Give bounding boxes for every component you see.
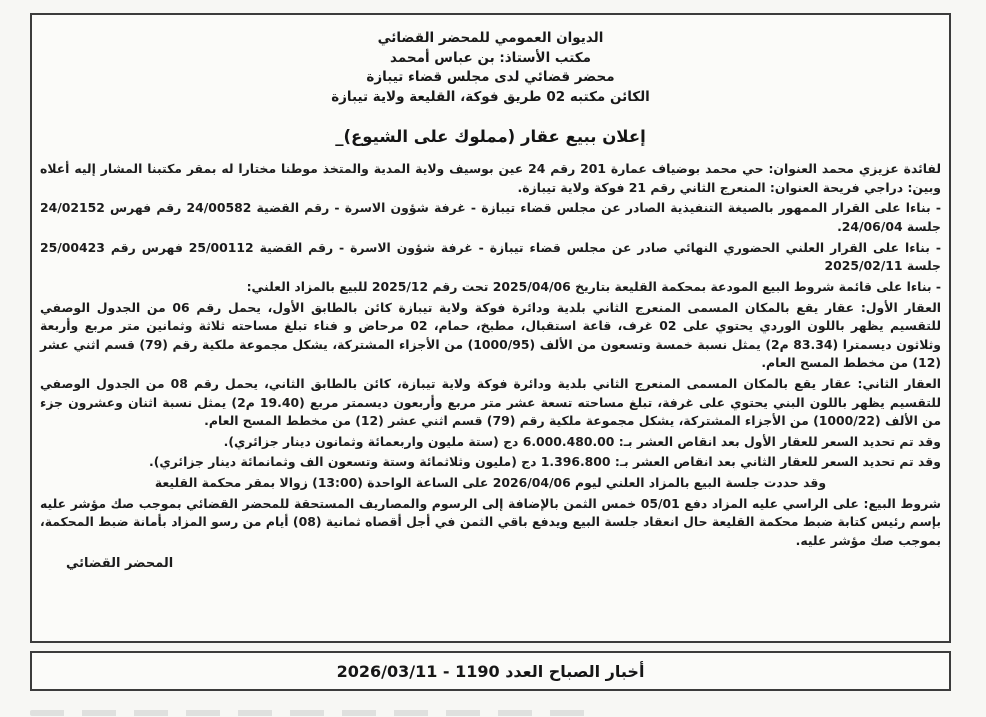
sale-conditions-paragraph: شروط البيع: على الراسي عليه المزاد دفع 05/01 خمس الثمن بالإضافة إلى الرسوم والمصاريف المستحقة للمحضر القضائي بموجب صك مؤشر عليه بإسم رئيس كتابة ضبط محكمة القليعة حال انعقاد جلسة البيع ويدفع باقي الثمن في أجل أقصاه ثمانية (08) أيام من رسو المزاد بأمانة ضبط المحكمة، بموجب صك مؤشر عليه. <box>40 495 942 548</box>
property-two-price: وقد تم تحديد السعر للعقار الثاني بعد انقاص العشر بـ: 1.396.800 دج (مليون وثلاثمائة وستة وتسعون الف وثمانمائة دينار جزائري). <box>149 454 941 470</box>
announcement-box <box>30 13 951 643</box>
notary-address: الكائن مكتبه 02 طريق فوكة، القليعة ولاية تيبازة <box>331 88 650 105</box>
notary-name: مكتب الأستاذ: بن عباس أمحمد <box>390 49 591 66</box>
property-one-price: وقد تم تحديد السعر للعقار الأول بعد انقاص العشر بـ: 6.000.480.00 دج (ستة مليون واربعمائة وثمانون دينار جزائري). <box>223 433 941 449</box>
newspaper-footer-box <box>30 651 951 691</box>
scan-artifact-strip <box>30 710 590 716</box>
newspaper-issue-line: أخبار الصباح العدد 1190 - 2026/03/11 <box>336 661 645 681</box>
notary-header <box>40 29 941 107</box>
notary-office-name: الديوان العمومي للمحضر القضائي <box>377 30 604 46</box>
decision-bullet-executive: - بناءا على القرار الممهور بالصيغة التنفيذية الصادر عن مجلس قضاء تيبازة - غرفة شؤون الاسرة - رقم القضية 24/00582 رقم فهرس 24/02152 جلسة 24/06/04. <box>40 200 941 235</box>
property-one-description: العقار الأول: عقار يقع بالمكان المسمى المنعرج الثاني بلدية ودائرة فوكة ولاية تيبازة كائن بالطابق الأول، يحمل رقم 06 من الجدول الوصفي للتقسيم يظهر باللون الوردي يحتوي على 02 غرف، قاعة استقبال، مطبخ، حمام، 02 مرحاض و فناء تبلغ مساحته ثلاثة وثمانين متر مربع وأربعة وثلاثون ديسمترا (83.34 م2) يمثل نسبة خمسة وتسعون من الألف (1000/95) من الأجزاء المشتركة، يشكل مجموعة ملكية رقم (79) قسم اثني عشر (12) من مخطط المسح العام. <box>40 299 942 371</box>
announcement-body <box>40 160 941 574</box>
decision-bullet-sale-conditions-list: - بناءا على قائمة شروط البيع المودعة بمحكمة القليعة بتاريخ 2025/04/06 تحت رقم 2025/12 للبيع بالمزاد العلني: <box>246 278 941 294</box>
notary-jurisdiction: محضر قضائي لدى مجلس قضاء تيبازة <box>366 69 615 86</box>
announcement-title: إعلان ببيع عقار (مملوك على الشيوع)_ <box>335 127 646 147</box>
auction-session-date: وقد حددت جلسة البيع بالمزاد العلني ليوم 2026/04/06 على الساعة الواحدة (13:00) زوالا بمقر محكمة القليعة <box>154 475 827 490</box>
decision-bullet-final: - بناءا على القرار العلني الحضوري النهائي صادر عن مجلس قضاء تيبازة - غرفة شؤون الاسرة - رقم القضية 25/00112 فهرس رقم 25/00423 جلسة 2025/02/11 <box>40 239 941 274</box>
property-two-description: العقار الثاني: عقار يقع بالمكان المسمى المنعرج الثاني بلدية ودائرة فوكة ولاية تيبازة، كائن بالطابق الثاني، يحمل رقم 08 من الجدول الوصفي للتقسيم يظهر باللون البني يحتوي على غرفة، تبلغ مساحته تسعة عشر متر مربع وأربعون ديسمتر مربع (19.40 م2) يمثل نسبة اثنان وعشرون جزء من الألف (1000/22) من الأجزاء المشتركة، يشكل مجموعة ملكية رقم (79) قسم اثني عشر (12) من مخطط المسح العام. <box>40 375 942 429</box>
bailiff-signature: المحضر القضائي <box>66 556 174 572</box>
beneficiary-paragraph: لفائدة عزيزي محمد العنوان: حي محمد بوضياف عمارة 201 رقم 24 عين بوسيف ولاية المدية والمتخذ موطنا مختارا له بمقر مكتبنا المشار إليه أعلاه وبين: دراجي فريحة العنوان: المنعرج الثاني رقم 21 فوكة ولاية تيبازة. <box>40 161 942 195</box>
